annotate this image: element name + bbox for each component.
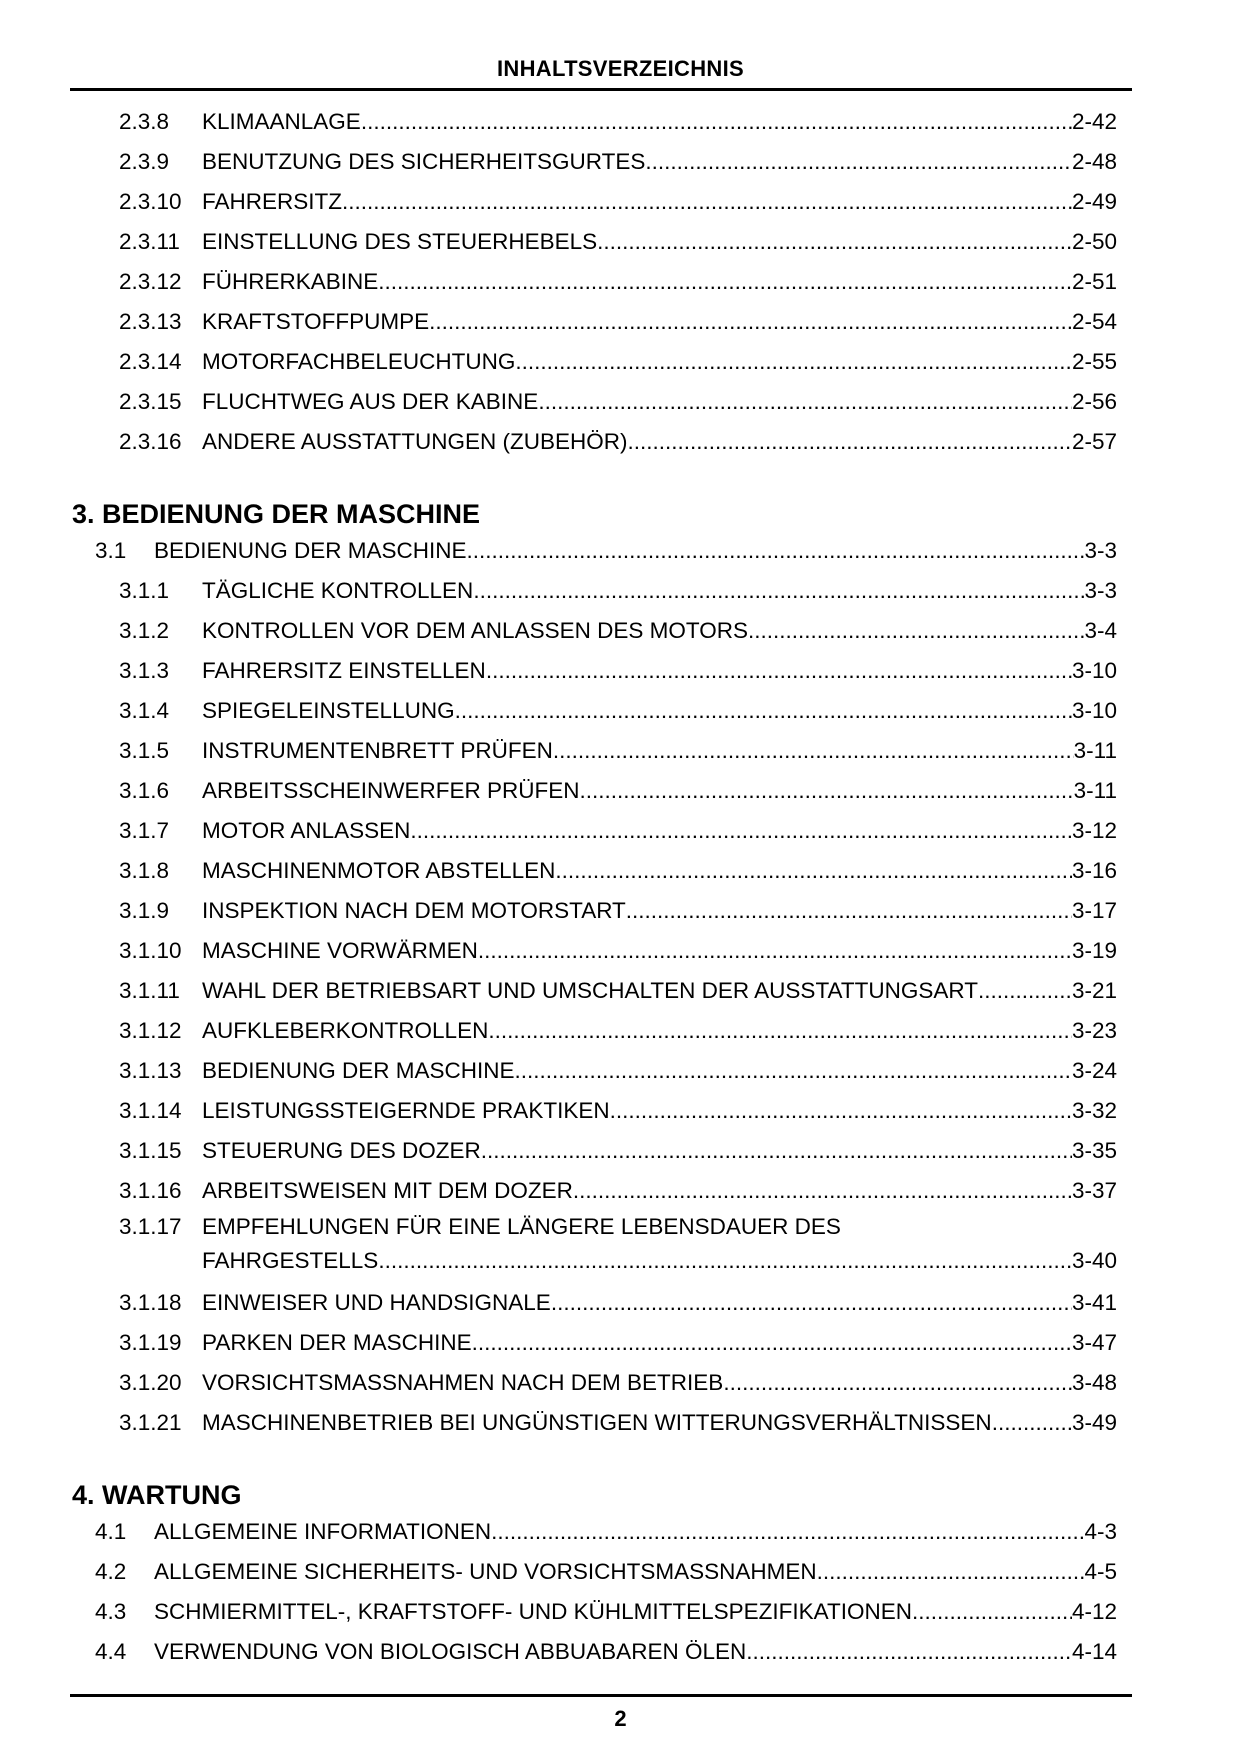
dot-leader: [481, 1131, 1072, 1171]
dot-leader: [486, 651, 1072, 691]
dot-leader: [580, 771, 1074, 811]
toc-entry-title: KONTROLLEN VOR DEM ANLASSEN DES MOTORS: [202, 618, 748, 643]
toc-entry-number: 3.1.16: [119, 1178, 182, 1203]
toc-entry-page: 4-5: [1084, 1559, 1117, 1584]
dot-leader: [610, 1091, 1072, 1131]
dot-leader: [488, 1011, 1072, 1051]
toc-entry-page: 4-14: [1071, 1639, 1117, 1664]
toc-entry[interactable]: [0, 691, 1241, 731]
toc-chapter-entry[interactable]: [0, 1552, 1241, 1592]
dot-leader: [817, 1552, 1085, 1592]
toc-entry-page: 3-35: [1071, 1138, 1117, 1163]
toc-entry-page: 2-51: [1071, 269, 1117, 294]
toc-entry-page: 2-55: [1071, 349, 1117, 374]
toc-entry-page: 3-48: [1071, 1370, 1117, 1395]
toc-entry-number: 3.1.2: [119, 618, 170, 643]
toc-entry[interactable]: [0, 1131, 1241, 1171]
toc-entry[interactable]: [0, 1323, 1241, 1363]
toc-entry-title: BEDIENUNG DER MASCHINE: [154, 538, 467, 563]
toc-entry[interactable]: [0, 771, 1241, 811]
toc-entry-page: 3-11: [1073, 738, 1117, 763]
toc-entry-title: ARBEITSSCHEINWERFER PRÜFEN: [202, 778, 580, 803]
page-header-title: INHALTSVERZEICHNIS: [496, 56, 744, 81]
toc-entry-page: 3-37: [1071, 1178, 1117, 1203]
toc-entry-page: 3-4: [1084, 618, 1117, 643]
toc-entry-number: 3.1.3: [119, 658, 170, 683]
toc-entry-number: 2.3.15: [119, 389, 182, 414]
dot-leader: [342, 182, 1072, 222]
toc-entry-page: 3-24: [1071, 1058, 1117, 1083]
toc-entry[interactable]: [0, 811, 1241, 851]
toc-entry-page: 3-21: [1071, 978, 1117, 1003]
dot-leader: [746, 1632, 1072, 1672]
toc-chapter-entry[interactable]: [0, 1592, 1241, 1632]
toc-entry-number: 2.3.9: [119, 149, 170, 174]
toc-entry-number: 3.1: [95, 538, 127, 563]
dot-leader: [597, 222, 1072, 262]
toc-entry[interactable]: [0, 931, 1241, 971]
dot-leader: [992, 1403, 1072, 1443]
toc-entry-title: AUFKLEBERKONTROLLEN: [202, 1018, 489, 1043]
toc-entry-title: MOTOR ANLASSEN: [202, 818, 411, 843]
dot-leader: [912, 1592, 1072, 1632]
toc-entry-page: 2-50: [1071, 229, 1117, 254]
toc-entry-page: 3-11: [1073, 778, 1117, 803]
toc-entry-title: ALLGEMEINE INFORMATIONEN: [154, 1519, 492, 1544]
toc-entry-title: WAHL DER BETRIEBSART UND UMSCHALTEN DER AUSSTATTUNGSART: [202, 978, 978, 1003]
toc-entry-title: BEDIENUNG DER MASCHINE: [202, 1058, 515, 1083]
toc-entry-title: PARKEN DER MASCHINE: [202, 1330, 472, 1355]
toc-entry-number: 3.1.9: [119, 898, 170, 923]
toc-entry-title: KLIMAANLAGE: [202, 109, 361, 134]
toc-entry-title: MASCHINE VORWÄRMEN: [202, 938, 478, 963]
toc-entry[interactable]: [0, 1011, 1241, 1051]
dot-leader: [551, 1283, 1072, 1323]
toc-entry-page: 4-3: [1084, 1519, 1117, 1544]
toc-entry-title: FÜHRERKABINE: [202, 269, 379, 294]
toc-entry-title: MASCHINENMOTOR ABSTELLEN: [202, 858, 556, 883]
toc-entry-page: 3-10: [1071, 658, 1117, 683]
toc-entry-number: 3.1.19: [119, 1330, 182, 1355]
dot-leader: [429, 302, 1072, 342]
toc-entry-number: 3.1.1: [119, 578, 170, 603]
toc-entry-page: 3-12: [1071, 818, 1117, 843]
dot-leader: [538, 382, 1072, 422]
toc-entry-number: 3.1.5: [119, 738, 170, 763]
dot-leader: [472, 1323, 1072, 1363]
toc-entry-page: 3-16: [1071, 858, 1117, 883]
toc-entry-page: 3-19: [1071, 938, 1117, 963]
dot-leader: [491, 1512, 1084, 1552]
toc-entry-number: 4.2: [95, 1559, 127, 1584]
toc-entry-title: ALLGEMEINE SICHERHEITS- UND VORSICHTSMASSNAHMEN: [154, 1559, 817, 1584]
toc-entry[interactable]: [0, 262, 1241, 302]
toc-entry-title: FAHRERSITZ: [202, 189, 343, 214]
toc-entry-number: 3.1.17: [119, 1214, 182, 1239]
dot-leader: [555, 851, 1072, 891]
page-number: 2: [614, 1706, 627, 1731]
toc-entry-title: INSPEKTION NACH DEM MOTORSTART: [202, 898, 626, 923]
toc-chapter-entry[interactable]: [0, 531, 1241, 571]
toc-entry-page: 3-10: [1071, 698, 1117, 723]
toc-entry-number: 2.3.12: [119, 269, 182, 294]
toc-entry-page: 4-12: [1071, 1599, 1117, 1624]
dot-leader: [361, 102, 1072, 142]
toc-entry-title: VERWENDUNG VON BIOLOGISCH ABBUABAREN ÖLEN: [154, 1639, 747, 1664]
toc-entry[interactable]: [0, 1283, 1241, 1323]
toc-entry-number: 2.3.10: [119, 189, 182, 214]
toc-entry[interactable]: [0, 1091, 1241, 1131]
toc-entry-title: MASCHINENBETRIEB BEI UNGÜNSTIGEN WITTERUNGSVERHÄLTNISSEN: [202, 1410, 992, 1435]
toc-entry-number: 4.1: [95, 1519, 127, 1544]
toc-entry-title: ANDERE AUSSTATTUNGEN (ZUBEHÖR): [202, 429, 628, 454]
toc-entry-title-line2: FAHRGESTELLS: [202, 1248, 379, 1273]
toc-entry-page: 3-3: [1084, 578, 1117, 603]
toc-entry-number: 4.3: [95, 1599, 127, 1624]
toc-entry-page: 3-23: [1071, 1018, 1117, 1043]
toc-entry-number: 3.1.18: [119, 1290, 182, 1315]
toc-entry-number: 3.1.7: [119, 818, 170, 843]
toc-entry-number: 2.3.14: [119, 349, 182, 374]
dot-leader: [626, 891, 1072, 931]
toc-entry[interactable]: [0, 651, 1241, 691]
toc-entry-number: 3.1.6: [119, 778, 170, 803]
toc-entry-page: 2-49: [1071, 189, 1117, 214]
toc-entry-wrapped[interactable]: [0, 1211, 1241, 1243]
toc-entry-page: 2-42: [1071, 109, 1117, 134]
toc-entry[interactable]: [0, 382, 1241, 422]
toc-entry-number: 2.3.13: [119, 309, 182, 334]
toc-entry[interactable]: [0, 182, 1241, 222]
toc-entry[interactable]: [0, 1051, 1241, 1091]
toc-entry[interactable]: [0, 142, 1241, 182]
toc-entry-page: 2-48: [1071, 149, 1117, 174]
toc-entry[interactable]: [0, 731, 1241, 771]
toc-entry-title: EINWEISER UND HANDSIGNALE: [202, 1290, 551, 1315]
toc-entry-number: 2.3.11: [119, 229, 180, 254]
table-of-contents: [0, 102, 1241, 1672]
toc-entry-page: 3-3: [1084, 538, 1117, 563]
dot-leader: [410, 811, 1072, 851]
dot-leader: [573, 1171, 1072, 1211]
toc-entry-page: 2-57: [1071, 429, 1117, 454]
toc-entry[interactable]: [0, 422, 1241, 462]
toc-entry[interactable]: [0, 851, 1241, 891]
toc-entry[interactable]: [0, 571, 1241, 611]
toc-entry[interactable]: [0, 1171, 1241, 1211]
toc-entry[interactable]: [0, 971, 1241, 1011]
dot-leader: [378, 262, 1072, 302]
toc-entry-number: 4.4: [95, 1639, 127, 1664]
toc-entry-page: 3-49: [1071, 1410, 1117, 1435]
toc-entry-number: 3.1.4: [119, 698, 170, 723]
toc-entry-title: BENUTZUNG DES SICHERHEITSGURTES: [202, 149, 646, 174]
toc-entry-page: 3-32: [1071, 1098, 1117, 1123]
dot-leader: [723, 1363, 1072, 1403]
toc-entry-title: MOTORFACHBELEUCHTUNG: [202, 349, 516, 374]
toc-entry-title: INSTRUMENTENBRETT PRÜFEN: [202, 738, 553, 763]
toc-chapter-entry[interactable]: [0, 1512, 1241, 1552]
toc-entry-number: 2.3.8: [119, 109, 170, 134]
toc-entry-page: 2-54: [1071, 309, 1117, 334]
dot-leader: [467, 531, 1085, 571]
toc-entry-page: 3-40: [1071, 1248, 1117, 1273]
toc-entry-title: SCHMIERMITTEL-, KRAFTSTOFF- UND KÜHLMITTELSPEZIFIKATIONEN: [154, 1599, 912, 1624]
dot-leader: [455, 691, 1072, 731]
toc-entry-number: 3.1.13: [119, 1058, 182, 1083]
toc-entry-number: 3.1.20: [119, 1370, 182, 1395]
toc-entry-number: 3.1.14: [119, 1098, 182, 1123]
toc-entry-title: VORSICHTSMASSNAHMEN NACH DEM BETRIEB: [202, 1370, 724, 1395]
toc-entry-title: FAHRERSITZ EINSTELLEN: [202, 658, 486, 683]
toc-entry[interactable]: [0, 611, 1241, 651]
toc-entry-title: STEUERUNG DES DOZER: [202, 1138, 481, 1163]
dot-leader: [378, 1243, 1072, 1279]
dot-leader: [978, 971, 1072, 1011]
toc-entry-title-line1: EMPFEHLUNGEN FÜR EINE LÄNGERE LEBENSDAUER DES: [202, 1214, 841, 1239]
toc-entry-title: KRAFTSTOFFPUMPE: [202, 309, 430, 334]
section-heading-3: 3. BEDIENUNG DER MASCHINE: [72, 499, 481, 529]
dot-leader: [515, 1051, 1072, 1091]
toc-entry-number: 3.1.11: [119, 978, 180, 1003]
toc-entry[interactable]: [0, 102, 1241, 142]
toc-entry[interactable]: [0, 222, 1241, 262]
toc-entry[interactable]: [0, 1403, 1241, 1443]
toc-entry[interactable]: [0, 1363, 1241, 1403]
toc-entry[interactable]: [0, 302, 1241, 342]
dot-leader: [553, 731, 1074, 771]
dot-leader: [748, 611, 1085, 651]
toc-entry-page: 2-56: [1071, 389, 1117, 414]
toc-entry[interactable]: [0, 891, 1241, 931]
section-heading-4: 4. WARTUNG: [72, 1480, 242, 1510]
toc-entry-number: 3.1.10: [119, 938, 182, 963]
header-rule: [70, 88, 1132, 91]
dot-leader: [473, 571, 1084, 611]
toc-entry-number: 3.1.15: [119, 1138, 182, 1163]
toc-entry-number: 3.1.8: [119, 858, 170, 883]
dot-leader: [645, 142, 1072, 182]
toc-chapter-entry[interactable]: [0, 1632, 1241, 1672]
toc-entry-number: 2.3.16: [119, 429, 182, 454]
toc-entry-page: 3-47: [1071, 1330, 1117, 1355]
toc-entry-title: FLUCHTWEG AUS DER KABINE: [202, 389, 539, 414]
toc-entry-number: 3.1.12: [119, 1018, 182, 1043]
toc-entry-number: 3.1.21: [119, 1410, 182, 1435]
dot-leader: [515, 342, 1072, 382]
footer-rule: [70, 1694, 1132, 1697]
toc-entry-title: ARBEITSWEISEN MIT DEM DOZER: [202, 1178, 573, 1203]
dot-leader: [627, 422, 1072, 462]
toc-entry-wrapped-continuation[interactable]: [0, 1243, 1241, 1283]
toc-entry-page: 3-41: [1071, 1290, 1117, 1315]
toc-entry[interactable]: [0, 342, 1241, 382]
toc-entry-title: TÄGLICHE KONTROLLEN: [202, 578, 474, 603]
toc-entry-title: LEISTUNGSSTEIGERNDE PRAKTIKEN: [202, 1098, 610, 1123]
toc-entry-page: 3-17: [1071, 898, 1117, 923]
dot-leader: [478, 931, 1072, 971]
toc-entry-title: EINSTELLUNG DES STEUERHEBELS: [202, 229, 598, 254]
toc-entry-title: SPIEGELEINSTELLUNG: [202, 698, 455, 723]
